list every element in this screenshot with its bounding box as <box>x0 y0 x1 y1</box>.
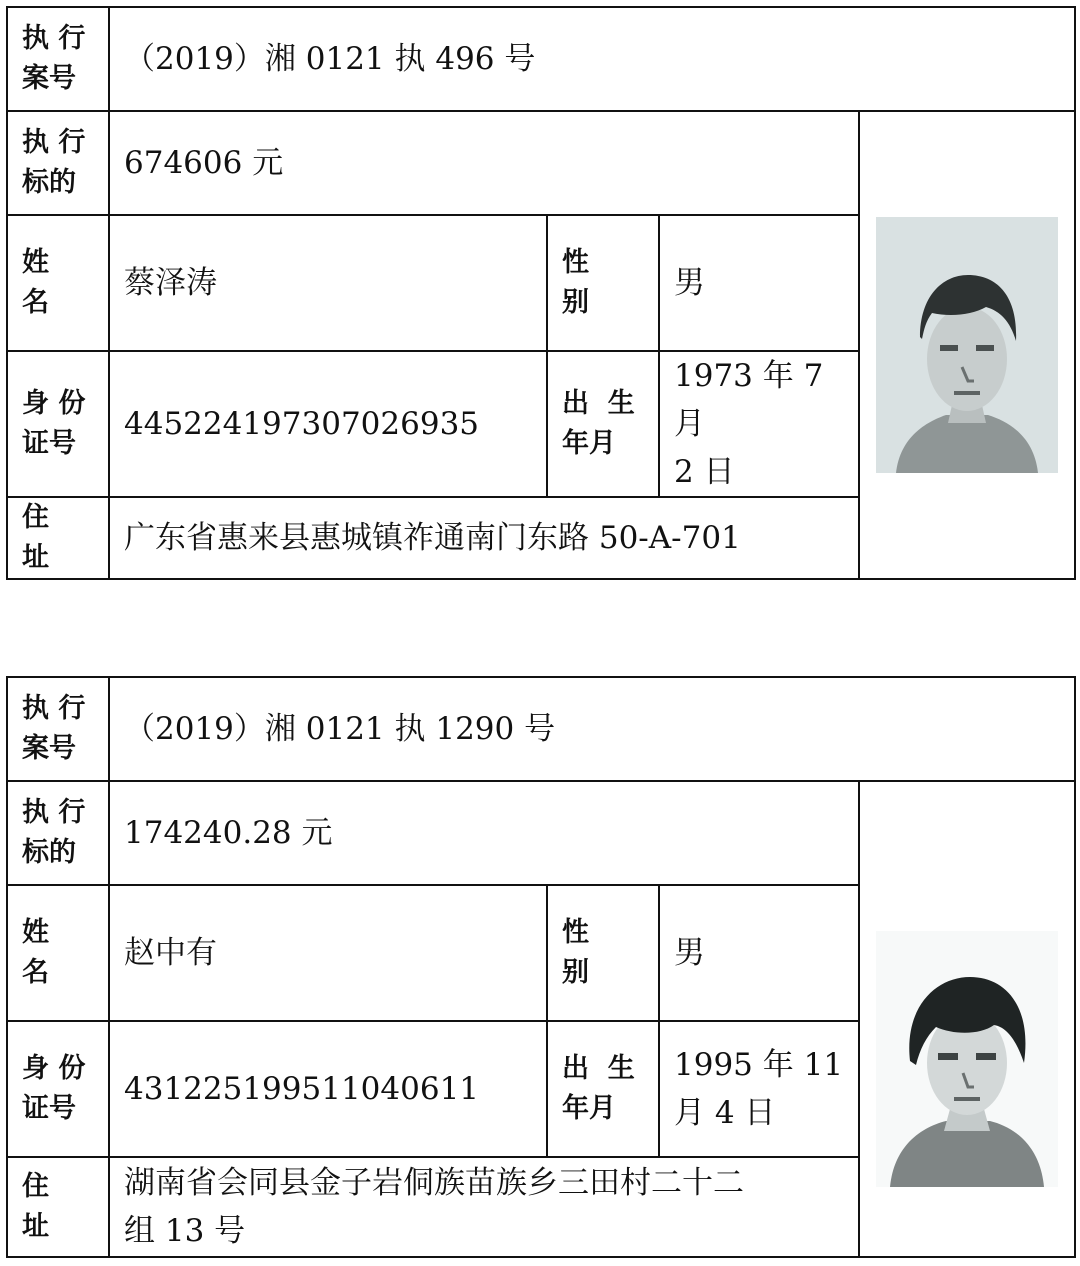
birth-label: 出 生 年月 <box>547 351 659 497</box>
birth-line-1: 1973 年 7 月 <box>674 358 824 442</box>
case-no-label: 执 行 案号 <box>7 7 109 111</box>
debtor-record-1 <box>6 6 1076 580</box>
address-label: 住 址 <box>7 497 109 579</box>
address-line-1: 广东省惠来县惠城镇祚通南门东路 50-A-701 <box>124 520 741 556</box>
person-portrait-photo-icon <box>876 217 1058 473</box>
amount-label: 执 行 标的 <box>7 781 109 885</box>
photo-cell <box>859 111 1075 579</box>
id-no-value: 431225199511040611 <box>109 1021 547 1157</box>
case-no-label: 执 行 案号 <box>7 677 109 781</box>
birth-value <box>659 1021 859 1157</box>
address-value <box>109 1157 859 1257</box>
photo-cell <box>859 781 1075 1257</box>
name-value: 赵中有 <box>109 885 547 1021</box>
debtor-record-2 <box>6 676 1076 1258</box>
birth-line-2: 2 日 <box>674 454 735 490</box>
name-value: 蔡泽涛 <box>109 215 547 351</box>
birth-line-1: 1995 年 11 <box>674 1047 844 1083</box>
birth-value <box>659 351 859 497</box>
birth-label: 出 生 年月 <box>547 1021 659 1157</box>
address-line-1: 湖南省会同县金子岩侗族苗族乡三田村二十二 <box>124 1165 744 1201</box>
gender-value: 男 <box>659 215 859 351</box>
id-no-value: 445224197307026935 <box>109 351 547 497</box>
amount-value: 674606 元 <box>109 111 859 215</box>
amount-label: 执 行 标的 <box>7 111 109 215</box>
address-value <box>109 497 859 579</box>
case-no-value: （2019）湘 0121 执 496 号 <box>109 7 1075 111</box>
id-no-label: 身 份 证号 <box>7 351 109 497</box>
gender-label: 性 别 <box>547 885 659 1021</box>
gender-value: 男 <box>659 885 859 1021</box>
amount-value: 174240.28 元 <box>109 781 859 885</box>
person-portrait-photo-icon <box>876 931 1058 1187</box>
case-no-value: （2019）湘 0121 执 1290 号 <box>109 677 1075 781</box>
birth-line-2: 月 4 日 <box>674 1095 776 1131</box>
address-label: 住 址 <box>7 1157 109 1257</box>
id-no-label: 身 份 证号 <box>7 1021 109 1157</box>
name-label: 姓 名 <box>7 215 109 351</box>
name-label: 姓 名 <box>7 885 109 1021</box>
gender-label: 性 别 <box>547 215 659 351</box>
address-line-2: 组 13 号 <box>124 1213 246 1249</box>
